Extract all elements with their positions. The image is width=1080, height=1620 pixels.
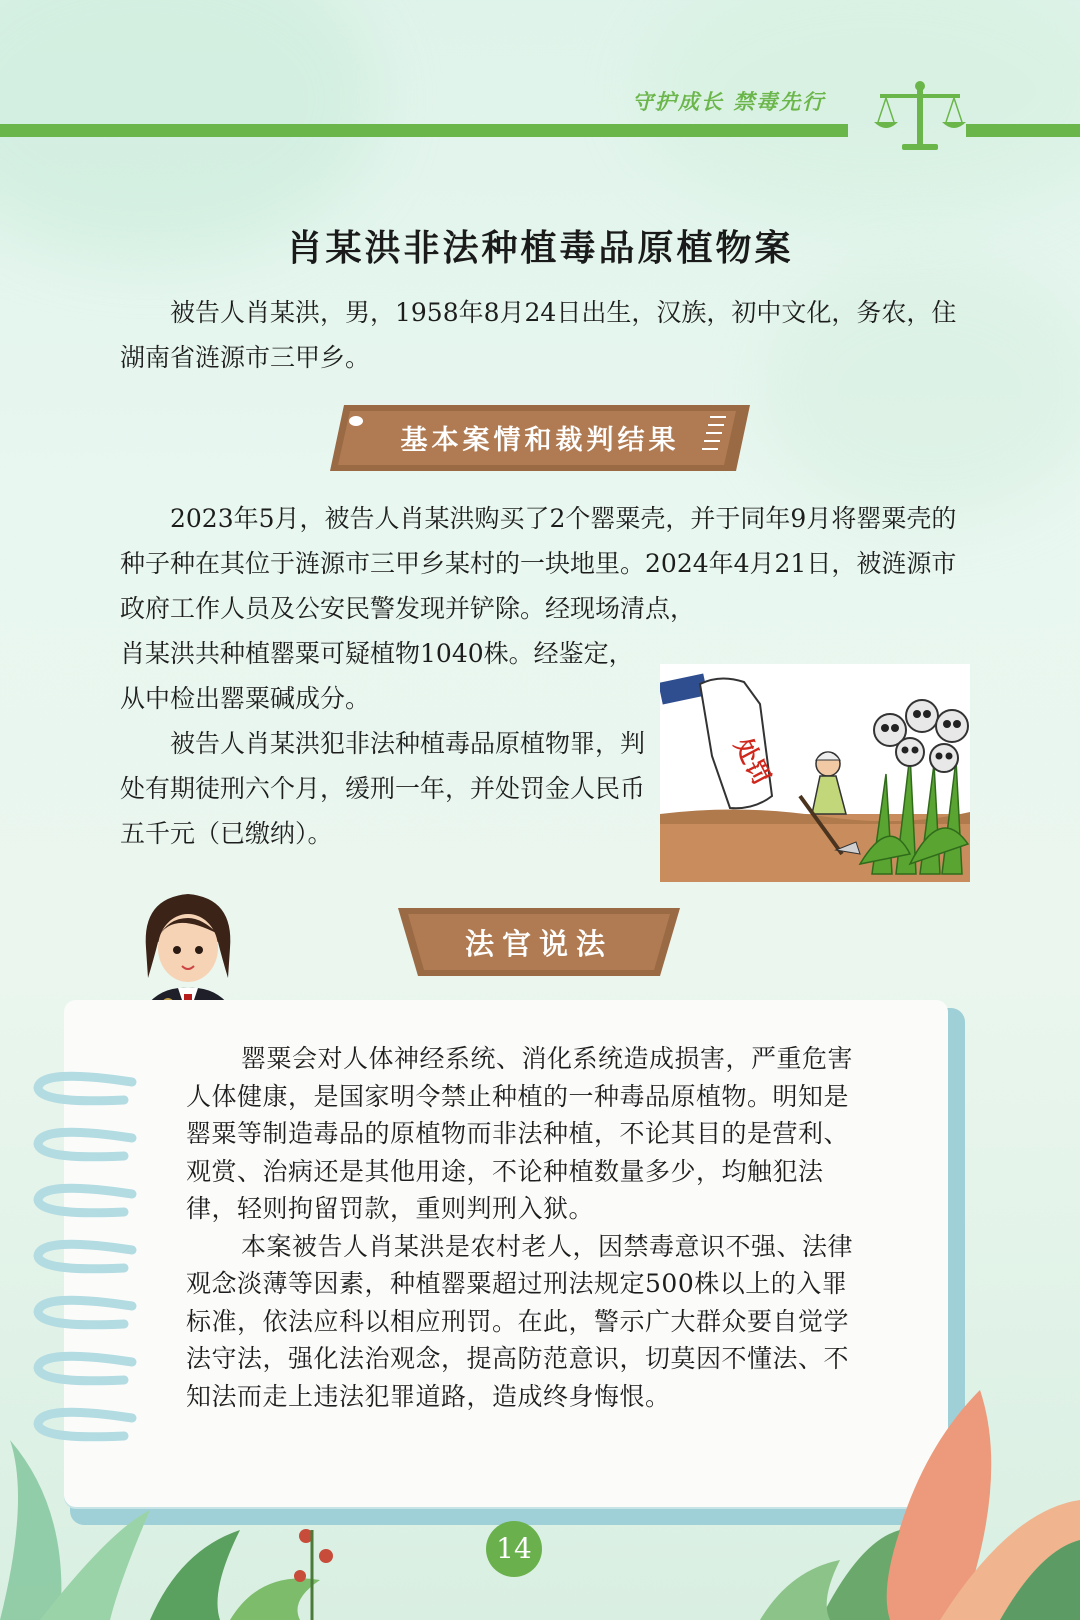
header-divider (966, 124, 1080, 137)
section-banner-judge (398, 908, 680, 976)
section-label: 法官说法 (464, 927, 613, 961)
section-label: 基本案情和裁判结果 (400, 425, 680, 456)
case-paragraph-1: 2023年5月，被告人肖某洪购买了2个罂粟壳，并于同年9月将罂粟壳的种子种在其位于涟源市三甲乡某村的一块地里。2024年4月21日，被涟源市政府工作人员及公安民警发现并铲除。经现场清点， (120, 504, 957, 623)
judge-commentary-text (186, 1040, 870, 1415)
case-paragraph-2: 被告人肖某洪犯非法种植毒品原植物罪，判处有期徒刑六个月，缓刑一年，并处罚金人民币五千元（已缴纳）。 (120, 729, 646, 848)
header-slogan: 守护成长 禁毒先行 (632, 90, 826, 114)
farmer-and-poppies-image (660, 664, 970, 882)
header-divider (0, 124, 848, 137)
scales-of-justice-icon (872, 78, 968, 158)
section-banner-case (330, 405, 750, 471)
defendant-info: 被告人肖某洪，男，1958年8月24日出生，汉族，初中文化，务农，住湖南省涟源市三甲乡。 (120, 298, 957, 372)
decorative-plants (0, 1380, 1080, 1620)
sign-text: 处罚 (728, 733, 776, 790)
case-paragraph-1-continued: 肖某洪共种植罂粟可疑植物1040株。经鉴定，从中检出罂粟碱成分。 (120, 639, 634, 713)
page-title: 肖某洪非法种植毒品原植物案 (286, 228, 794, 269)
judge-paragraph-1: 罂粟会对人体神经系统、消化系统造成损害，严重危害人体健康，是国家明令禁止种植的一种毒品原植物。明知是罂粟等制造毒品的原植物而非法种植，不论其目的是营利、观赏、治病还是其他用途，不论种植数量多少，均触犯法律，轻则拘留罚款，重则判刑入狱。 (186, 1044, 854, 1223)
punishment-illustration (660, 664, 970, 882)
judge-paragraph-2: 本案被告人肖某洪是农村老人，因禁毒意识不强、法律观念淡薄等因素，种植罂粟超过刑法规定500株以上的入罪标准，依法应科以相应刑罚。在此，警示广大群众要自觉学法守法，强化法治观念，提高防范意识，切莫因不懂法、不知法而走上违法犯罪道路，造成终身悔恨。 (186, 1231, 854, 1411)
page-number: 14 (486, 1521, 542, 1577)
